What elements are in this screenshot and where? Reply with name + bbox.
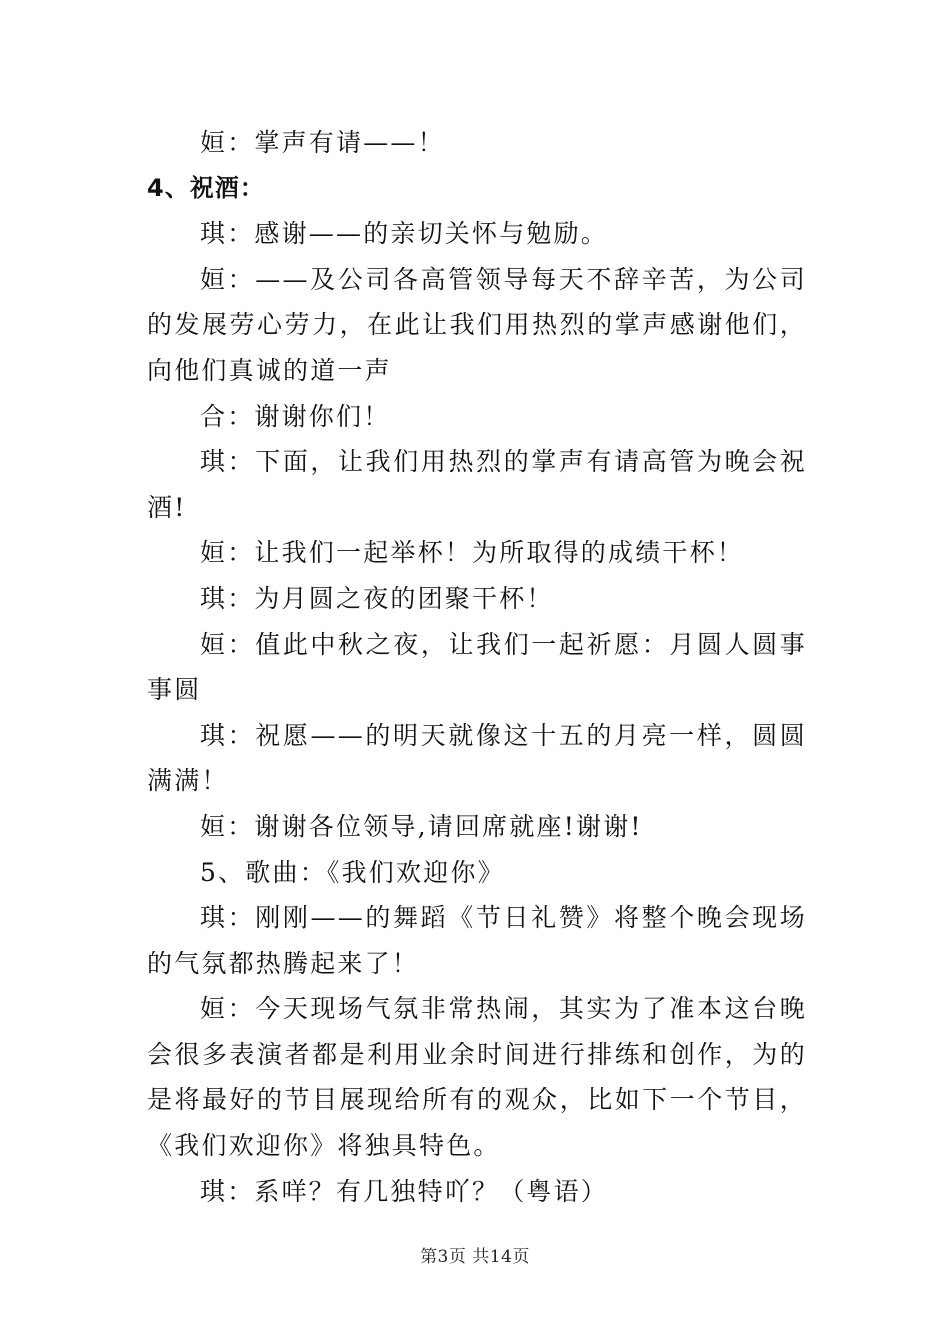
dialogue-line: 琪：下面，让我们用热烈的掌声有请高管为晚会祝酒! [147, 447, 807, 522]
dialogue-line: 琪：刚刚——的舞蹈《节日礼赞》将整个晚会现场的气氛都热腾起来了！ [147, 903, 807, 978]
dialogue-line: 琪：系咩？有几独特吖？（粤语） [200, 1176, 609, 1206]
dialogue-line: 姮：让我们一起举杯！为所取得的成绩干杯！ [200, 538, 745, 568]
dialogue-line: 姮：掌声有请——！ [200, 128, 445, 157]
program-item: 5、歌曲：《我们欢迎你》 [200, 857, 505, 887]
dialogue-line: 姮：今天现场气氛非常热闹，其实为了准本这台晚会很多表演者都是利用业余时间进行排练和创作，为的是将最好的节目展现给所有的观众，比如下一个节目，《我们欢迎你》将独具特色。 [147, 994, 807, 1161]
dialogue-line: 姮：值此中秋之夜，让我们一起祈愿：月圆人圆事事圆 [147, 629, 807, 705]
section-heading: 4、祝酒： [147, 173, 265, 202]
dialogue-line: 琪：感谢——的亲切关怀与勉励。 [200, 219, 609, 249]
dialogue-line: 琪：祝愿——的明天就像这十五的月亮一样，圆圆满满！ [147, 720, 807, 796]
dialogue-line: 合：谢谢你们！ [200, 401, 391, 431]
page-number-footer: 第3页 共14页 [420, 1247, 530, 1267]
dialogue-line: 姮：——及公司各高管领导每天不辞辛苦，为公司的发展劳心劳力，在此让我们用热烈的掌声感谢他们，向他们真诚的道一声 [147, 264, 807, 385]
dialogue-line: 琪：为月圆之夜的团聚干杯！ [200, 583, 554, 613]
document-body [147, 120, 807, 1214]
dialogue-line: 姮：谢谢各位领导,请回席就座!谢谢! [200, 811, 643, 841]
